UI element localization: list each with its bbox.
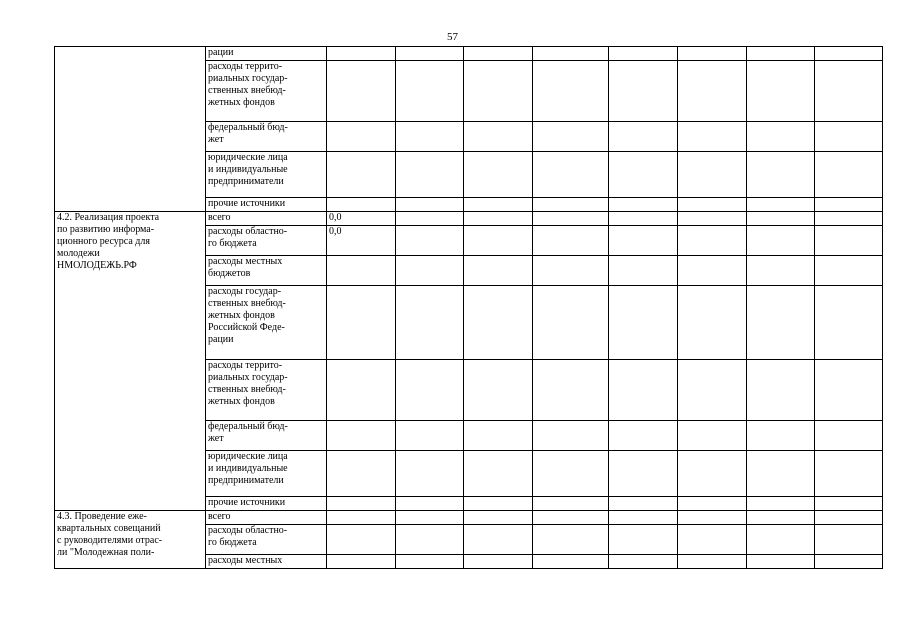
value-cell bbox=[533, 525, 609, 555]
value-cell bbox=[396, 360, 464, 421]
value-cell bbox=[533, 256, 609, 286]
funding-source-cell: юридические лица и индивидуальные предприниматели bbox=[206, 451, 327, 497]
value-cell bbox=[815, 212, 883, 226]
value-cell bbox=[533, 152, 609, 198]
value-cell bbox=[327, 511, 396, 525]
value-cell bbox=[747, 198, 815, 212]
value-cell bbox=[747, 421, 815, 451]
value-cell bbox=[678, 525, 747, 555]
funding-source-cell: федеральный бюд- жет bbox=[206, 421, 327, 451]
value-cell bbox=[396, 525, 464, 555]
value-cell bbox=[327, 61, 396, 122]
value-cell bbox=[815, 360, 883, 421]
funding-source-cell: расходы террито- риальных государ- ственных внебюд- жетных фондов bbox=[206, 360, 327, 421]
value-cell bbox=[396, 47, 464, 61]
value-cell bbox=[396, 212, 464, 226]
value-cell bbox=[396, 256, 464, 286]
funding-source-cell: рации bbox=[206, 47, 327, 61]
value-cell bbox=[747, 152, 815, 198]
value-cell bbox=[609, 286, 678, 360]
value-cell bbox=[533, 286, 609, 360]
value-cell bbox=[678, 152, 747, 198]
value-cell bbox=[747, 256, 815, 286]
value-cell bbox=[464, 555, 533, 569]
value-cell bbox=[815, 525, 883, 555]
value-cell bbox=[327, 152, 396, 198]
value-cell bbox=[747, 360, 815, 421]
value-cell bbox=[815, 226, 883, 256]
value-cell bbox=[464, 61, 533, 122]
value-cell bbox=[609, 152, 678, 198]
value-cell bbox=[747, 497, 815, 511]
value-cell bbox=[815, 511, 883, 525]
value-cell bbox=[609, 451, 678, 497]
value-cell bbox=[396, 198, 464, 212]
value-cell bbox=[815, 555, 883, 569]
funding-source-cell: юридические лица и индивидуальные предприниматели bbox=[206, 152, 327, 198]
value-cell bbox=[327, 497, 396, 511]
value-cell bbox=[609, 226, 678, 256]
value-cell bbox=[678, 360, 747, 421]
value-cell bbox=[815, 122, 883, 152]
funding-source-cell: расходы местных bbox=[206, 555, 327, 569]
value-cell bbox=[609, 497, 678, 511]
value-cell bbox=[327, 360, 396, 421]
value-cell bbox=[396, 511, 464, 525]
value-cell bbox=[533, 451, 609, 497]
value-cell bbox=[327, 286, 396, 360]
funding-source-cell: расходы областно- го бюджета bbox=[206, 226, 327, 256]
value-cell bbox=[609, 256, 678, 286]
value-cell bbox=[609, 122, 678, 152]
value-cell bbox=[815, 286, 883, 360]
value-cell bbox=[747, 555, 815, 569]
value-cell bbox=[533, 198, 609, 212]
funding-source-cell: всего bbox=[206, 212, 327, 226]
value-cell bbox=[464, 226, 533, 256]
value-cell bbox=[815, 47, 883, 61]
value-cell bbox=[609, 212, 678, 226]
value-cell bbox=[464, 198, 533, 212]
value-cell bbox=[747, 47, 815, 61]
value-cell bbox=[327, 451, 396, 497]
value-cell bbox=[747, 525, 815, 555]
funding-source-cell: расходы террито- риальных государ- ственных внебюд- жетных фондов bbox=[206, 61, 327, 122]
value-cell bbox=[609, 525, 678, 555]
funding-source-cell: расходы местных бюджетов bbox=[206, 256, 327, 286]
value-cell bbox=[678, 47, 747, 61]
value-cell: 0,0 bbox=[327, 226, 396, 256]
value-cell bbox=[678, 212, 747, 226]
value-cell bbox=[815, 497, 883, 511]
funding-source-cell: федеральный бюд- жет bbox=[206, 122, 327, 152]
value-cell bbox=[327, 421, 396, 451]
value-cell bbox=[396, 226, 464, 256]
value-cell bbox=[327, 256, 396, 286]
funding-source-cell: прочие источники bbox=[206, 497, 327, 511]
value-cell bbox=[747, 212, 815, 226]
value-cell bbox=[609, 360, 678, 421]
value-cell bbox=[815, 198, 883, 212]
value-cell bbox=[396, 555, 464, 569]
value-cell bbox=[678, 198, 747, 212]
value-cell bbox=[396, 497, 464, 511]
value-cell bbox=[533, 61, 609, 122]
value-cell bbox=[464, 451, 533, 497]
funding-source-cell: всего bbox=[206, 511, 327, 525]
value-cell bbox=[815, 152, 883, 198]
value-cell bbox=[464, 286, 533, 360]
value-cell bbox=[396, 122, 464, 152]
value-cell bbox=[747, 61, 815, 122]
value-cell bbox=[678, 421, 747, 451]
value-cell bbox=[396, 152, 464, 198]
value-cell bbox=[464, 47, 533, 61]
value-cell bbox=[678, 451, 747, 497]
value-cell bbox=[678, 555, 747, 569]
value-cell bbox=[815, 61, 883, 122]
value-cell bbox=[678, 511, 747, 525]
value-cell bbox=[396, 451, 464, 497]
value-cell bbox=[747, 511, 815, 525]
value-cell bbox=[533, 226, 609, 256]
value-cell bbox=[464, 212, 533, 226]
value-cell bbox=[327, 47, 396, 61]
budget-table bbox=[54, 46, 883, 569]
value-cell bbox=[327, 198, 396, 212]
value-cell bbox=[533, 555, 609, 569]
value-cell bbox=[327, 525, 396, 555]
funding-source-cell: расходы государ- ственных внебюд- жетных фондов Российской Феде- рации bbox=[206, 286, 327, 360]
table-row bbox=[55, 511, 883, 525]
value-cell bbox=[464, 122, 533, 152]
value-cell bbox=[533, 212, 609, 226]
value-cell bbox=[464, 525, 533, 555]
value-cell bbox=[678, 286, 747, 360]
value-cell bbox=[396, 286, 464, 360]
value-cell bbox=[464, 360, 533, 421]
value-cell bbox=[815, 451, 883, 497]
value-cell bbox=[464, 511, 533, 525]
value-cell bbox=[533, 47, 609, 61]
value-cell bbox=[609, 61, 678, 122]
value-cell bbox=[327, 122, 396, 152]
funding-source-cell: расходы областно- го бюджета bbox=[206, 525, 327, 555]
activity-cell: 4.3. Проведение еже- квартальных совещаний с руководителями отрас- ли "Молодежная поли- bbox=[55, 511, 206, 569]
value-cell bbox=[327, 555, 396, 569]
value-cell bbox=[609, 555, 678, 569]
value-cell bbox=[609, 198, 678, 212]
value-cell bbox=[609, 47, 678, 61]
funding-source-cell: прочие источники bbox=[206, 198, 327, 212]
value-cell bbox=[678, 122, 747, 152]
value-cell bbox=[815, 256, 883, 286]
value-cell bbox=[396, 61, 464, 122]
value-cell bbox=[464, 421, 533, 451]
value-cell bbox=[678, 256, 747, 286]
value-cell: 0,0 bbox=[327, 212, 396, 226]
value-cell bbox=[815, 421, 883, 451]
value-cell bbox=[747, 226, 815, 256]
value-cell bbox=[464, 497, 533, 511]
value-cell bbox=[678, 497, 747, 511]
value-cell bbox=[533, 122, 609, 152]
activity-cell bbox=[55, 47, 206, 212]
table-row bbox=[55, 212, 883, 226]
value-cell bbox=[533, 421, 609, 451]
value-cell bbox=[609, 511, 678, 525]
value-cell bbox=[678, 226, 747, 256]
value-cell bbox=[747, 122, 815, 152]
value-cell bbox=[396, 421, 464, 451]
value-cell bbox=[533, 360, 609, 421]
value-cell bbox=[747, 286, 815, 360]
activity-cell: 4.2. Реализация проекта по развитию информа- ционного ресурса для молодежи НМОЛОДЕЖЬ.РФ bbox=[55, 212, 206, 511]
value-cell bbox=[464, 152, 533, 198]
table-row bbox=[55, 47, 883, 61]
value-cell bbox=[533, 497, 609, 511]
value-cell bbox=[533, 511, 609, 525]
value-cell bbox=[747, 451, 815, 497]
value-cell bbox=[609, 421, 678, 451]
value-cell bbox=[678, 61, 747, 122]
page-number: 57 bbox=[447, 31, 458, 43]
value-cell bbox=[464, 256, 533, 286]
